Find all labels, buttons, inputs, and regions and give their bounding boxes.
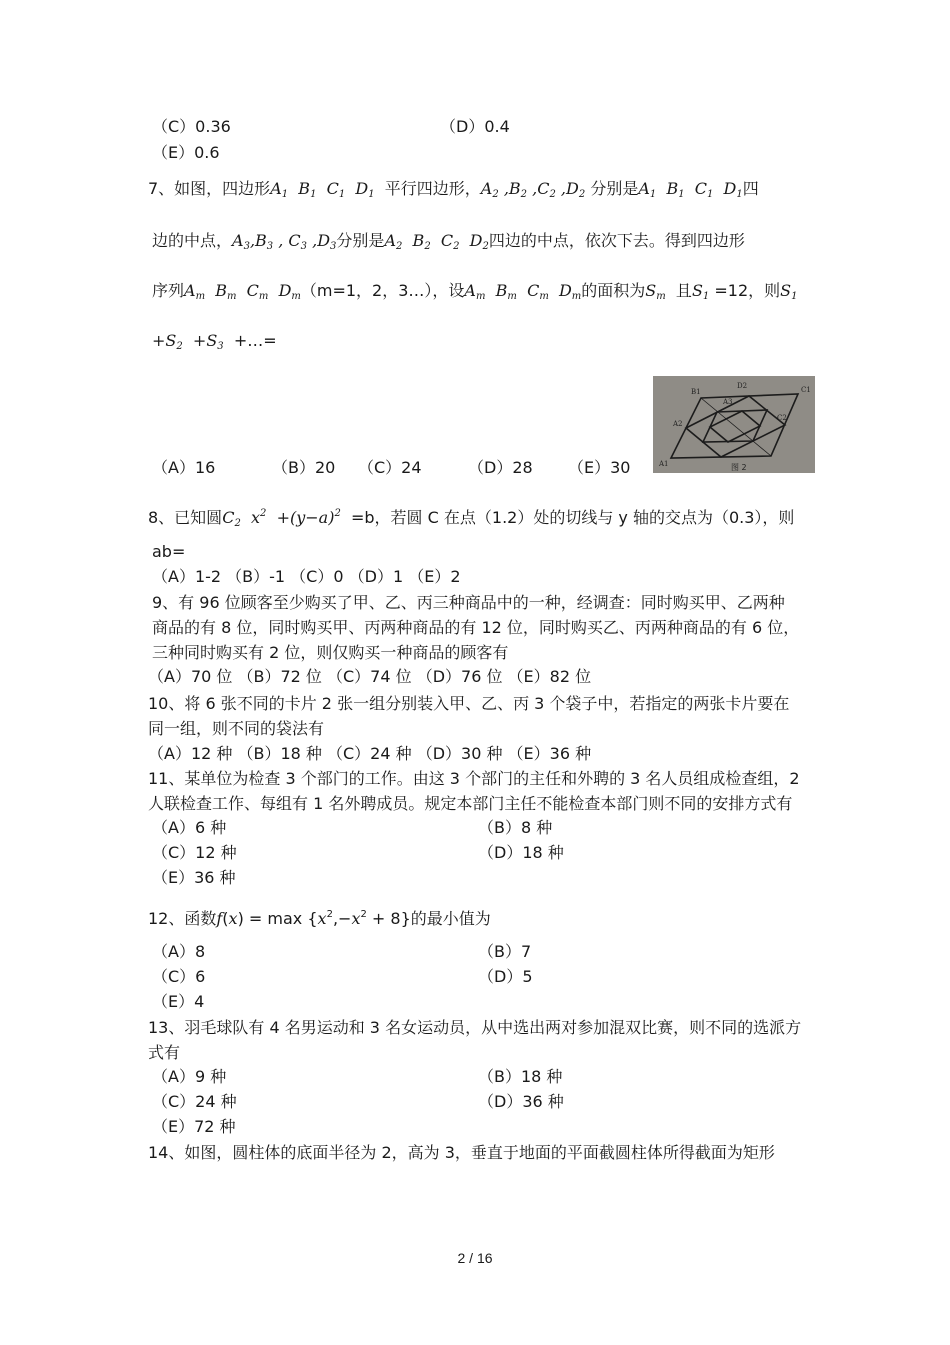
q7-line-1: 7、如图，四边形$A_1$ $B_1$ $C_1$ $D_1$ 平行四边形，$A_2$ $,B_2$ $,C_2$ $,D_2$ 分别是$A_1$ $B_1$ $C_1$ $D_1$四 — [148, 179, 759, 200]
svg-text:A1: A1 — [659, 460, 669, 468]
q12-option-e: （E）4 — [152, 992, 205, 1011]
q8-options: （A）1-2 （B）-1 （C）0 （D）1 （E）2 — [152, 567, 461, 586]
q6-option-d: （D）0.4 — [440, 117, 510, 136]
q11-option-c: （C）12 种 — [152, 843, 237, 862]
q9-line-2: 商品的有 8 位，同时购买甲、丙两种商品的有 12 位，同时购买乙、丙两种商品的有 6 位， — [152, 618, 800, 637]
q11-option-b: （B）8 种 — [478, 818, 553, 837]
q13-option-b: （B）18 种 — [478, 1067, 563, 1086]
q13-option-d: （D）36 种 — [478, 1092, 564, 1111]
q6-option-e: （E）0.6 — [152, 143, 220, 162]
q7-line-2: 边的中点，$A_3,B_3$ , $C_3$ $,D_3$分别是$A_2$ $B_2$ $C_2$ $D_2$四边的中点，依次下去。得到四边形 — [152, 231, 745, 252]
q13-line-1: 13、羽毛球队有 4 名男运动和 3 名女运动员，从中选出两对参加混双比赛，则不同的选派方 — [148, 1018, 802, 1037]
q9-line-1: 9、有 96 位顾客至少购买了甲、乙、丙三种商品中的一种，经调查：同时购买甲、乙两种 — [152, 593, 785, 612]
q11-option-e: （E）36 种 — [152, 868, 236, 887]
q13-line-2: 式有 — [148, 1043, 181, 1062]
q7-parallelogram-figure — [653, 376, 815, 473]
q7-line-3: 序列$A_m$ $B_m$ $C_m$ $D_m(m=1$，2，3…），设$A_m$ $B_m$ $C_m$ $D_m$的面积为$S_m$ 且$S_1 =12$，则$S_1$ — [152, 281, 798, 302]
q10-options: （A）12 种 （B）18 种 （C）24 种 （D）30 种 （E）36 种 — [148, 744, 592, 763]
svg-text:B1: B1 — [691, 388, 701, 396]
q8-line-1: 8、已知圆$C_2$ $x^2 +(y-a)^2 =b$，若圆 C 在点（1.2）处的切线与 y 轴的交点为（0.3），则 — [148, 508, 795, 529]
q12-option-c: （C）6 — [152, 967, 206, 986]
q11-line-1: 11、某单位为检查 3 个部门的工作。由这 3 个部门的主任和外聘的 3 名人员组成检查组，2 — [148, 769, 800, 788]
svg-text:D2: D2 — [737, 382, 748, 390]
svg-text:C2: C2 — [777, 414, 787, 422]
q13-option-c: （C）24 种 — [152, 1092, 237, 1111]
q10-line-2: 同一组，则不同的袋法有 — [148, 719, 325, 738]
q10-line-1: 10、将 6 张不同的卡片 2 张一组分别装入甲、乙、丙 3 个袋子中，若指定的两张卡片要在 — [148, 694, 790, 713]
q7-option-d: （D）28 — [468, 458, 533, 477]
q12-stem: 12、函数$f(x) = \max \{x^2,-x^2 + 8\}$的最小值为 — [148, 909, 491, 928]
q7-line-4: $+S_2 +S_3$ +…= — [152, 331, 277, 352]
q12-option-d: （D）5 — [478, 967, 533, 986]
q7-option-c: （C）24 — [358, 458, 422, 477]
q9-options: （A）70 位 （B）72 位 （C）74 位 （D）76 位 （E）82 位 — [148, 667, 592, 686]
q11-line-2: 人联检查工作、每组有 1 名外聘成员。规定本部门主任不能检查本部门则不同的安排方式有 — [148, 794, 793, 813]
svg-text:A3: A3 — [723, 398, 733, 406]
q12-option-b: （B）7 — [478, 942, 532, 961]
page-number: 2 / 16 — [457, 1250, 493, 1266]
q13-option-e: （E）72 种 — [152, 1117, 236, 1136]
q11-option-d: （D）18 种 — [478, 843, 564, 862]
svg-text:C1: C1 — [801, 386, 811, 394]
q7-option-b: （B）20 — [272, 458, 336, 477]
q13-option-a: （A）9 种 — [152, 1067, 227, 1086]
q8-line-2: ab= — [152, 542, 186, 561]
q14-line-1: 14、如图，圆柱体的底面半径为 2，高为 3，垂直于地面的平面截圆柱体所得截面为矩形 — [148, 1143, 775, 1162]
q6-option-c: （C）0.36 — [152, 117, 231, 136]
q11-option-a: （A）6 种 — [152, 818, 227, 837]
svg-text:A2: A2 — [673, 420, 683, 428]
q12-option-a: （A）8 — [152, 942, 206, 961]
q7-figure-caption: 图 2 — [731, 463, 747, 472]
q9-line-3: 三种同时购买有 2 位，则仅购买一种商品的顾客有 — [152, 643, 509, 662]
q7-option-a: （A）16 — [152, 458, 216, 477]
q7-option-e: （E）30 — [568, 458, 631, 477]
